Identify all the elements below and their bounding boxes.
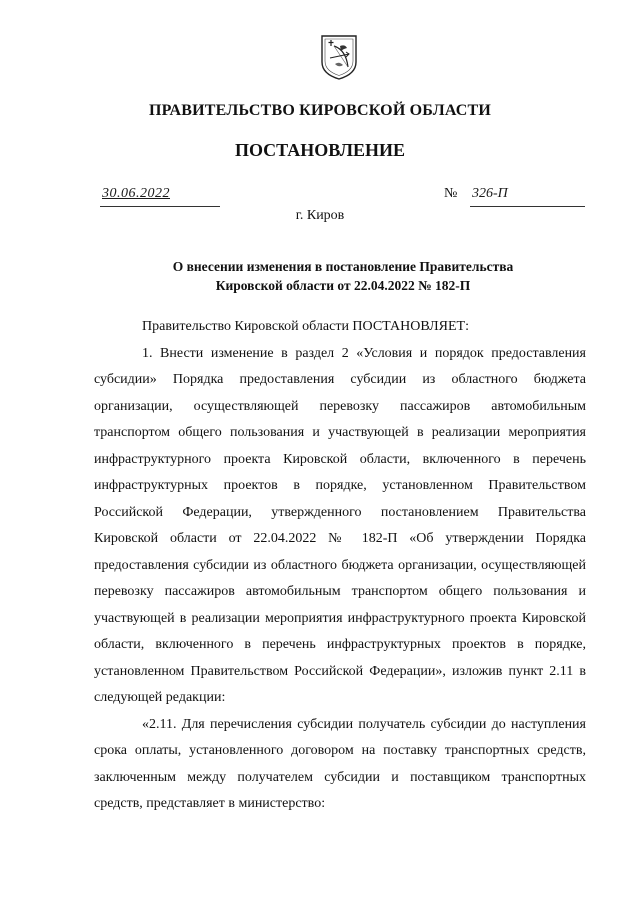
coat-of-arms-emblem <box>320 34 358 80</box>
number-sign: № <box>444 186 458 201</box>
number-value: 326-П <box>472 186 508 201</box>
city-label: г. Киров <box>295 208 345 223</box>
government-title: ПРАВИТЕЛЬСТВО КИРОВСКОЙ ОБЛАСТИ <box>148 102 492 119</box>
intro-paragraph: Правительство Кировской области ПОСТАНОВЛЯЕТ: <box>142 319 469 334</box>
item-1-paragraph: 1. Внести изменение в раздел 2 «Условия и порядок предоставления субсидии» Порядка предоставления субсидии из областного бюджета организации, осуществляющей перевозку пассажиров автомобильным транспортом общего пользования и участвующей в реализации мероприятия инфраструктурного проекта Кировской области, включенного в перечень инфраструктурных проектов в порядке, установленном Правительством Российской Федерации, утвержденного постановлением Правительства Кировской области от 22.04.2022 № 182-П «Об утверждении Порядка предоставления субсидии из областного бюджета организации, осуществляющей перевозку пассажиров автомобильным транспортом общего пользования и участвующей в реализации мероприятия инфраструктурного проекта Кировской области, включенного в перечень инфраструктурных проектов в порядке, установленном Правительством Российской Федерации», изложив пункт 2.11 в следующей редакции: <box>94 345 586 705</box>
document-type-title: ПОСТАНОВЛЕНИЕ <box>234 140 406 160</box>
document-body <box>94 314 586 818</box>
subject-line-1: О внесении изменения в постановление Правительства <box>172 259 514 274</box>
date-field <box>100 186 220 207</box>
date-value: 30.06.2022 <box>102 186 170 201</box>
number-field <box>470 186 585 207</box>
subject-line-2: Кировской области от 22.04.2022 № 182-П <box>215 278 471 293</box>
item-2-11-paragraph: «2.11. Для перечисления субсидии получатель субсидии до наступления срока оплаты, установленного договором на поставку транспортных средств, заключенным между получателем субсидии и поставщиком транспортных средств, представляет в министерство: <box>94 716 586 811</box>
document-subject <box>100 257 586 295</box>
